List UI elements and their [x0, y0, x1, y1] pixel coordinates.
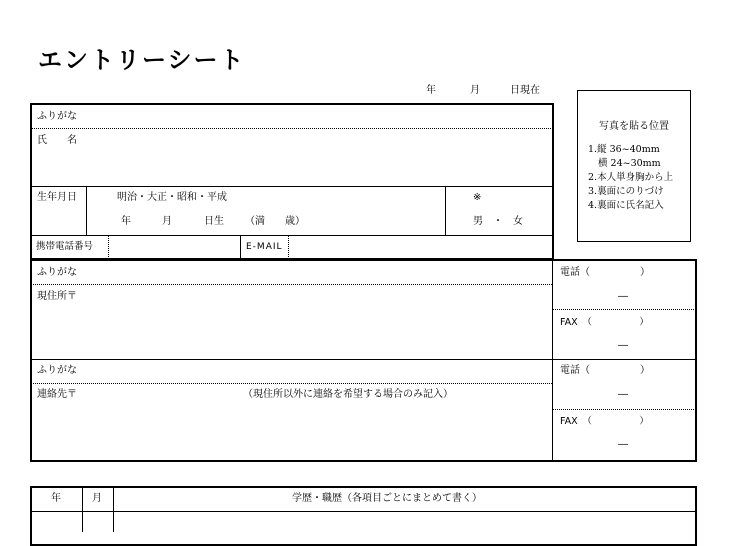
- birth-month-label: 月: [162, 216, 172, 227]
- photo-instruction-item: 横 24~30mm: [598, 158, 661, 169]
- divider: [113, 487, 114, 532]
- divider: [240, 236, 241, 259]
- date-month-label: 月: [470, 85, 480, 96]
- divider: [31, 128, 553, 129]
- history-month-header: 月: [92, 493, 102, 504]
- divider: [288, 236, 289, 259]
- contact-address-field[interactable]: [90, 405, 545, 455]
- divider: [86, 186, 87, 235]
- history-year-header: 年: [51, 493, 61, 504]
- divider: [31, 284, 552, 285]
- sex-options[interactable]: 男 ・ 女: [473, 216, 523, 227]
- birthdate-label: 生年月日: [37, 192, 77, 203]
- contact-tel-dash: ―: [618, 389, 628, 400]
- divider: [553, 309, 696, 310]
- current-address-label: 現住所〒: [37, 291, 77, 302]
- divider: [445, 186, 446, 235]
- email-label: E-MAIL: [246, 242, 283, 252]
- contact-address-label: 連絡先〒: [37, 389, 77, 400]
- divider: [108, 236, 109, 259]
- divider: [31, 511, 696, 512]
- photo-box: [577, 90, 691, 242]
- divider: [31, 235, 553, 236]
- divider: [82, 487, 83, 532]
- contact-fax-dash: ―: [618, 439, 628, 450]
- history-description-header: 学歴・職歴（各項目ごとにまとめて書く）: [292, 493, 482, 504]
- contact-address-note: （現住所以外に連絡を希望する場合のみ記入）: [243, 389, 453, 400]
- current-fax-label: FAX （ ）: [560, 317, 649, 328]
- photo-box-title: 写真を貼る位置: [599, 121, 669, 132]
- divider: [31, 186, 553, 187]
- photo-instructions: [588, 143, 673, 213]
- divider: [553, 409, 696, 410]
- date-day-label: 日現在: [510, 85, 540, 96]
- current-furigana-label: ふりがな: [37, 267, 77, 278]
- furigana-label: ふりがな: [37, 111, 77, 122]
- mobile-label: 携帯電話番号: [36, 241, 94, 252]
- current-tel-dash: ―: [618, 291, 628, 302]
- name-label: 氏 名: [37, 135, 77, 146]
- contact-furigana-label: ふりがな: [37, 365, 77, 376]
- photo-instruction-item: 2.本人単身胸から上: [588, 172, 674, 183]
- current-fax-dash: ―: [618, 340, 628, 351]
- birth-day-label: 日生: [204, 216, 224, 227]
- photo-instruction-item: 3.裏面にのりづけ: [588, 186, 664, 197]
- email-field[interactable]: [292, 238, 550, 257]
- photo-instruction-item: 1.縦 36~40mm: [588, 144, 660, 155]
- form-title: エントリーシート: [38, 46, 246, 74]
- birth-year-label: 年: [121, 216, 131, 227]
- divider: [31, 383, 552, 384]
- note-mark: ※: [473, 192, 482, 203]
- contact-tel-label: 電話（ ）: [560, 365, 650, 376]
- photo-instruction-item: 4.裏面に氏名記入: [588, 200, 664, 211]
- current-tel-label: 電話（ ）: [560, 267, 650, 278]
- date-year-label: 年: [426, 85, 436, 96]
- mobile-field[interactable]: [112, 238, 236, 257]
- divider: [552, 260, 553, 461]
- current-address-field[interactable]: [90, 288, 545, 354]
- name-field[interactable]: [120, 135, 440, 180]
- era-options[interactable]: 明治・大正・昭和・平成: [117, 192, 227, 203]
- age-label: （満 歳）: [245, 216, 305, 227]
- divider: [31, 359, 696, 360]
- contact-fax-label: FAX （ ）: [560, 416, 649, 427]
